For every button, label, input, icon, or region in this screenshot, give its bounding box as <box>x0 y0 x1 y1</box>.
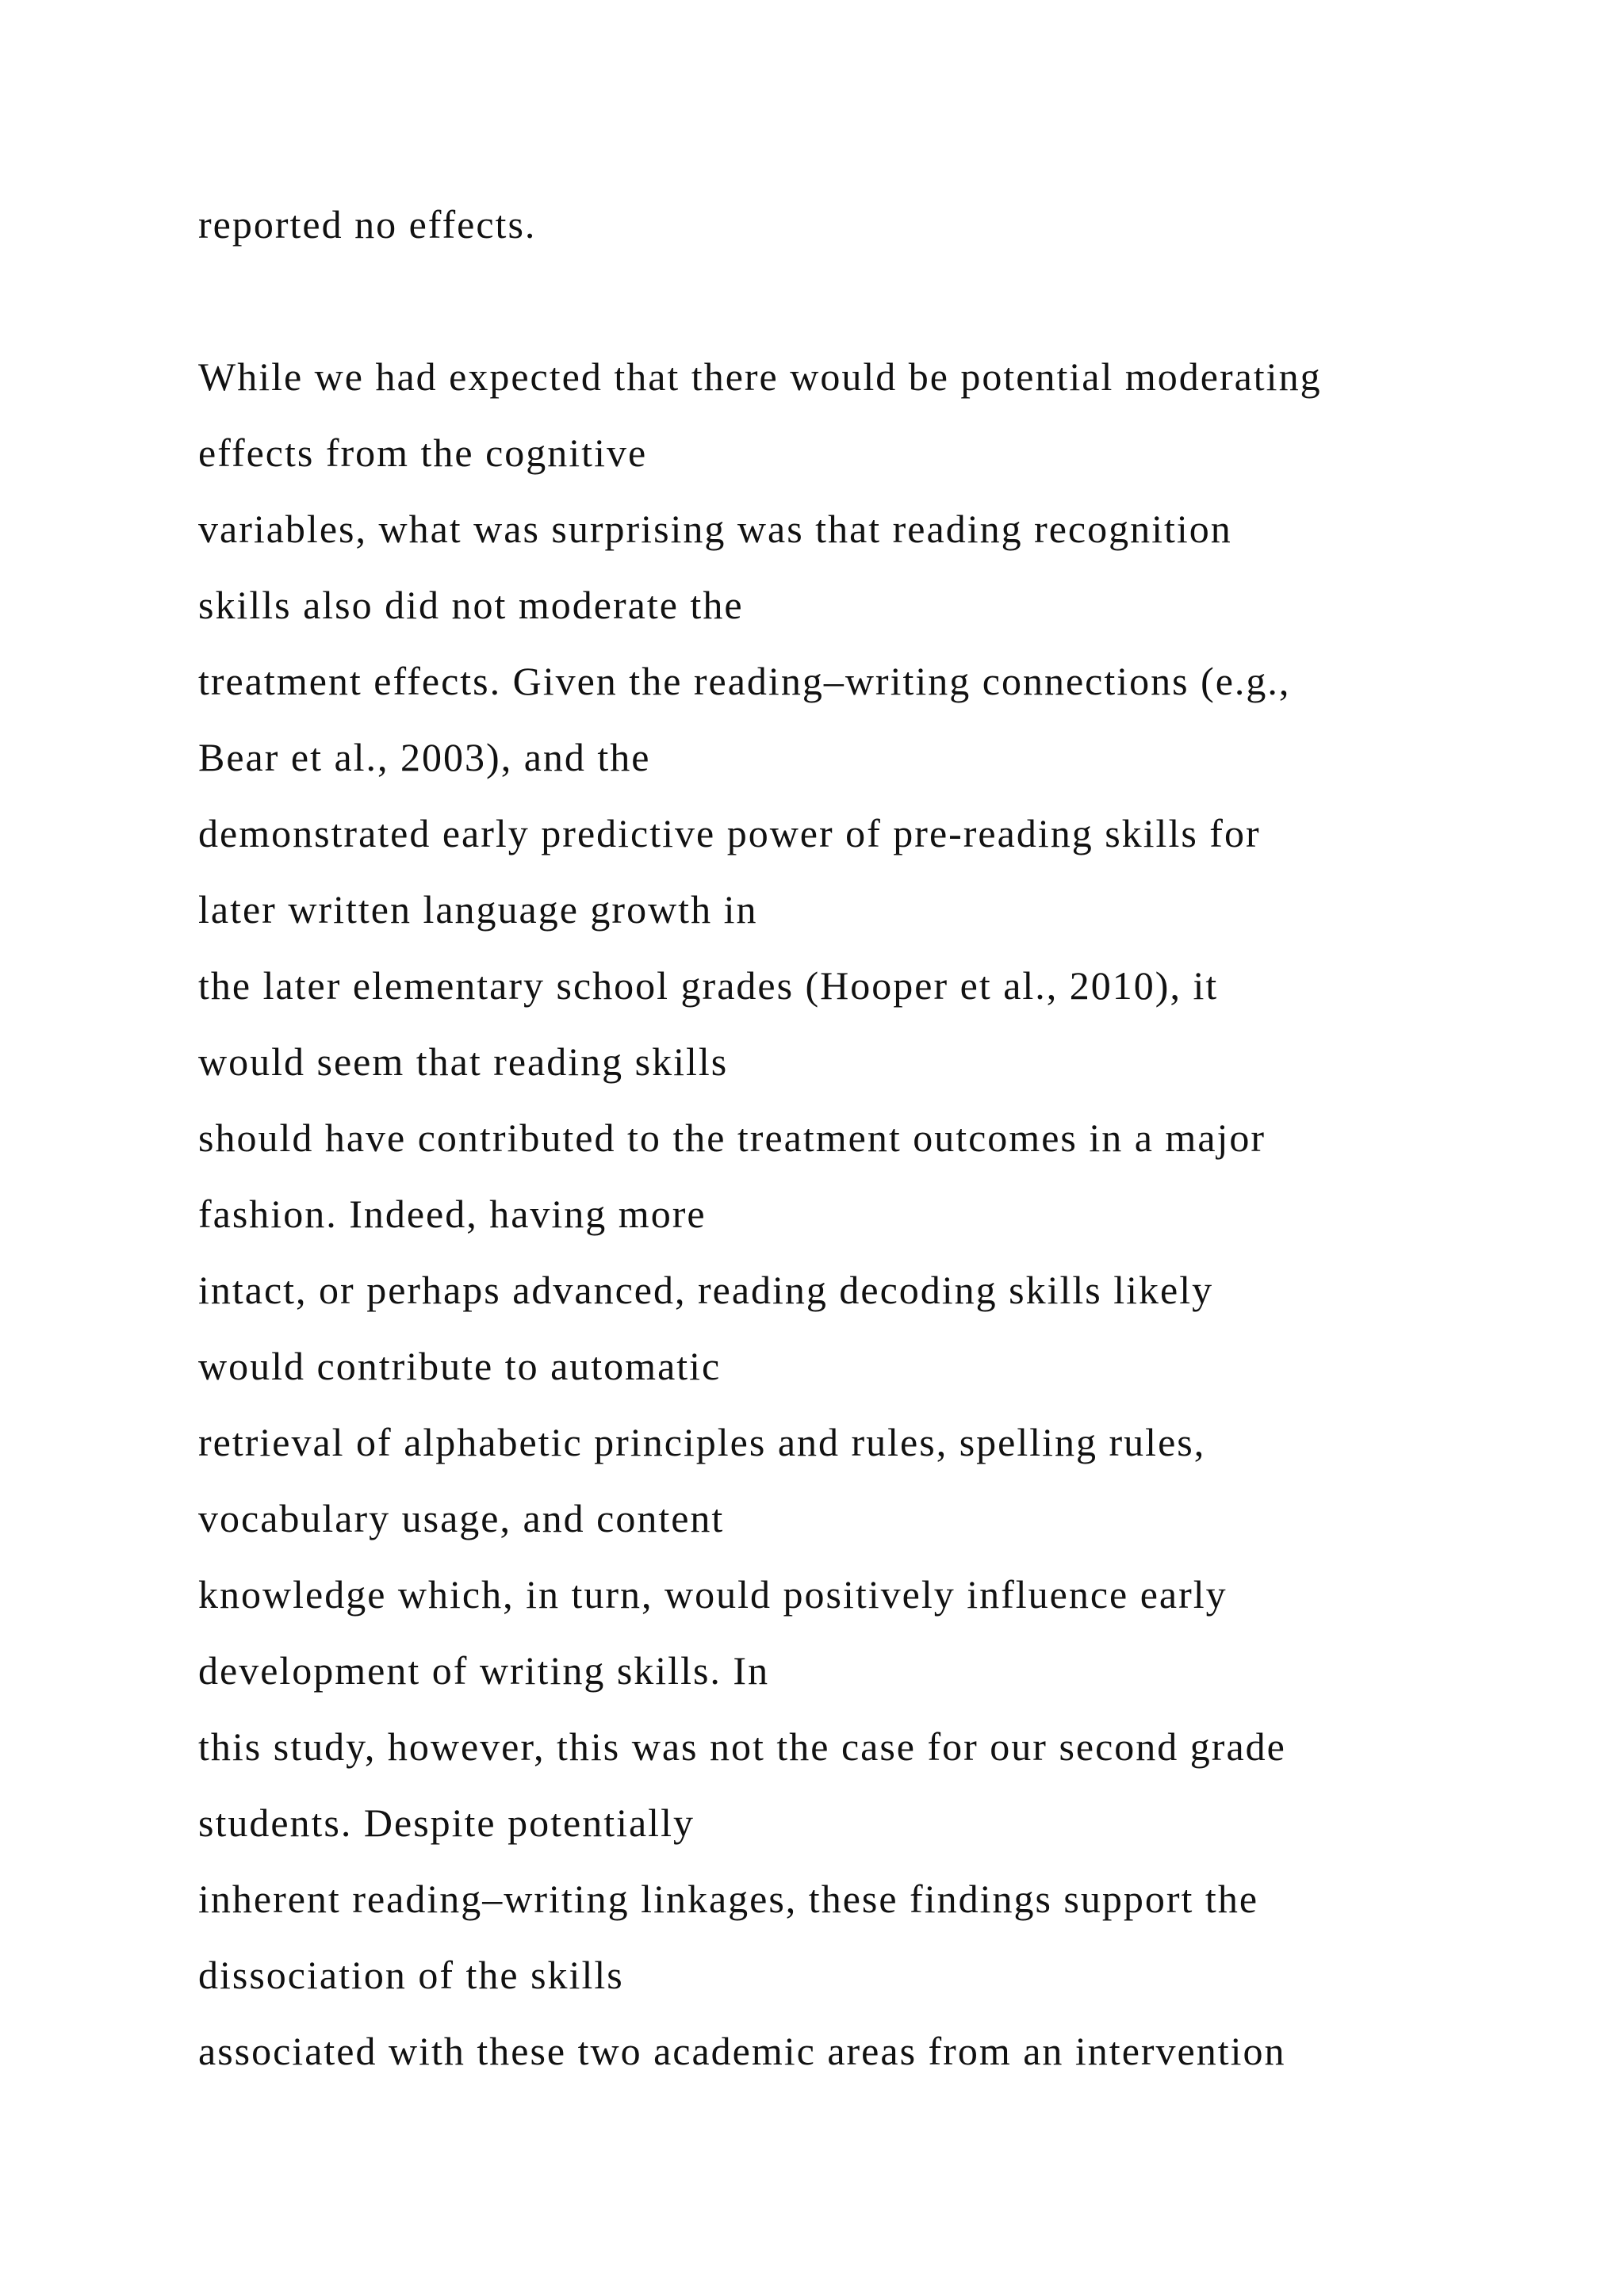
text-line: students. Despite potentially <box>198 1800 695 1845</box>
text-line: While we had expected that there would be potential moderating <box>198 354 1322 399</box>
text-line: the later elementary school grades (Hooper et al., 2010), it <box>198 963 1219 1008</box>
text-line: skills also did not moderate the <box>198 583 744 627</box>
text-line: variables, what was surprising was that reading recognition <box>198 507 1232 551</box>
text-line: later written language growth in <box>198 887 758 932</box>
text-line: reported no effects. <box>198 202 537 247</box>
text-line: fashion. Indeed, having more <box>198 1192 707 1236</box>
text-line: should have contributed to the treatment outcomes in a major <box>198 1115 1266 1160</box>
text-line: development of writing skills. In <box>198 1648 770 1693</box>
text-line: associated with these two academic areas from an intervention <box>198 2029 1286 2073</box>
text-line: dissociation of the skills <box>198 1953 624 1997</box>
text-line: knowledge which, in turn, would positively influence early <box>198 1572 1228 1617</box>
text-line: would seem that reading skills <box>198 1039 729 1084</box>
text-line: demonstrated early predictive power of pre-reading skills for <box>198 811 1261 855</box>
text-line: retrieval of alphabetic principles and rules, spelling rules, <box>198 1420 1206 1464</box>
text-line: Bear et al., 2003), and the <box>198 735 651 779</box>
text-line: this study, however, this was not the case for our second grade <box>198 1724 1286 1769</box>
text-line: inherent reading–writing linkages, these findings support the <box>198 1877 1259 1921</box>
text-line: vocabulary usage, and content <box>198 1496 725 1540</box>
body-text <box>198 190 1546 2093</box>
text-line: treatment effects. Given the reading–writing connections (e.g., <box>198 659 1291 703</box>
text-line: intact, or perhaps advanced, reading decoding skills likely <box>198 1268 1214 1312</box>
text-line: would contribute to automatic <box>198 1344 722 1388</box>
paragraph-break <box>198 266 1546 342</box>
text-line: effects from the cognitive <box>198 430 648 475</box>
